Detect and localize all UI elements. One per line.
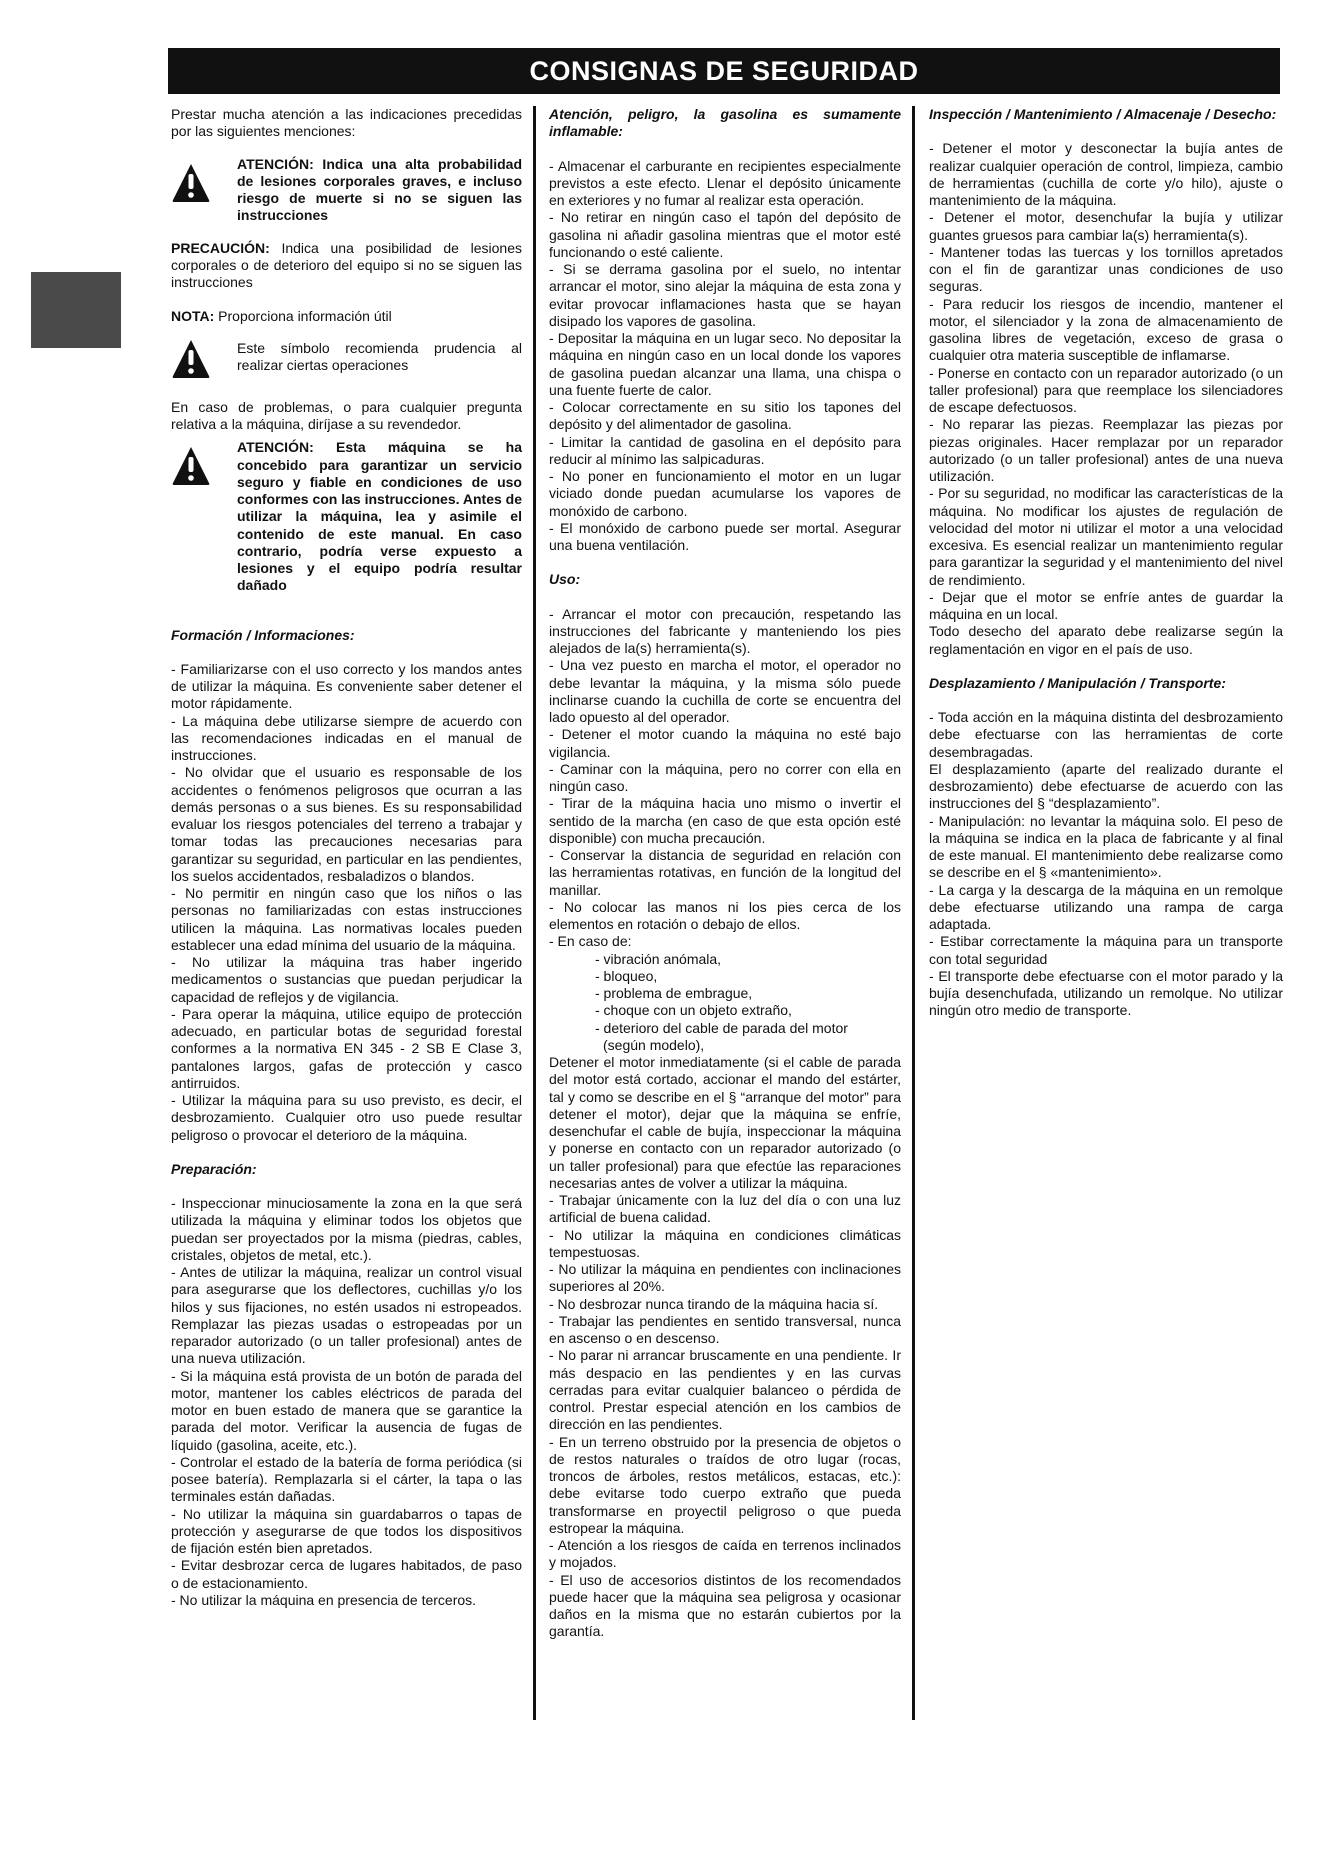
warning-text: ATENCIÓN: Indica una alta probabilidad de lesiones corporales graves, e incluso riesgo de muerte si no se siguen las instrucciones [237,155,522,224]
precaution-label: PRECAUCIÓN: [171,239,270,256]
paragraph: - Atención a los riesgos de caída en terrenos inclinados y mojados. [549,1537,901,1571]
list-item: (según modelo), [603,1036,705,1053]
paragraph: - Limitar la cantidad de gasolina en el depósito para reducir al mínimo las salpicaduras. [549,433,901,467]
list-item: - choque con un objeto extraño, [595,1002,792,1019]
paragraph: - No desbrozar nunca tirando de la máquina hacia sí. [549,1295,879,1312]
paragraph: - No olvidar que el usuario es responsable de los accidentes o fenómenos peligrosos que ocurran a las demás personas o a sus bienes. Es su responsabilidad evaluar los riesgos potenciales del terreno a trabajar y tomar todas las precauciones necesarias para garantizar su seguridad, en particular en las pendientes, los suelos accidentados, resbaladizos o blandos. [171,764,522,884]
section-heading: Desplazamiento / Manipulación / Transporte: [929,674,1226,691]
paragraph: - No utilizar la máquina tras haber ingerido medicamentos o sustancias que puedan perjudicar la capacidad de reflejos y de vigilancia. [171,954,522,1005]
paragraph: - La carga y la descarga de la máquina en un remolque debe efectuarse utilizando una rampa de carga adaptada. [929,881,1283,932]
paragraph: - Detener el motor, desenchufar la bujía y utilizar guantes gruesos para cambiar la(s) herramienta(s). [929,209,1283,243]
warning-triangle-icon [171,332,237,384]
paragraph: - Estibar correctamente la máquina para un transporte con total seguridad [929,933,1283,967]
note-text: NOTA: Proporciona información útil [171,308,392,325]
paragraph: - Trabajar las pendientes en sentido transversal, nunca en ascenso o en descenso. [549,1312,901,1346]
paragraph: - Si se derrama gasolina por el suelo, no intentar arrancar el motor, sino alejar la máquina de esta zona y evitar provocar inflamaciones hasta que se hayan disipado los vapores de gasolina. [549,261,901,329]
paragraph: - Trabajar únicamente con la luz del día o con una luz artificial de buena calidad. [549,1192,901,1226]
paragraph: - El monóxido de carbono puede ser mortal. Asegurar una buena ventilación. [549,519,901,553]
paragraph: - Conservar la distancia de seguridad en relación con las herramientas rotativas, en función de la longitud del manillar. [549,847,901,898]
paragraph: - Colocar correctamente en su sitio los tapones del depósito y del alimentador de gasolina. [549,399,901,433]
paragraph: - No retirar en ningún caso el tapón del depósito de gasolina ni añadir gasolina mientras que el motor esté funcionando o esté caliente. [549,209,901,260]
note-label: NOTA: [171,308,215,325]
paragraph: - Inspeccionar minuciosamente la zona en la que será utilizada la máquina y eliminar todos los objetos que puedan ser proyectados por la misma (piedras, cables, cristales, objetos de metal, etc.). [171,1195,522,1263]
paragraph: - No permitir en ningún caso que los niños o las personas no familiarizadas con estas instrucciones utilicen la máquina. Las normativas locales pueden establecer una edad mínima del usuario de la máquina. [171,885,522,953]
paragraph: - El uso de accesorios distintos de los recomendados puede hacer que la máquina sea peligrosa y ocasionar daños en la misma que no estarán cubiertos por la garantía. [549,1571,901,1640]
paragraph: - Para operar la máquina, utilice equipo de protección adecuado, en particular botas de seguridad forestal conformes a la normativa EN 345 - 2 SB E Clase 3, pantalones largos, gafas de protección y casco antirruidos. [171,1005,522,1091]
list-item: - bloqueo, [595,967,658,984]
paragraph: - No utilizar la máquina sin guardabarros o tapas de protección y asegurarse de que todos los dispositivos de fijación estén bien apretados. [171,1505,522,1556]
paragraph: - Detener el motor y desconectar la bujía antes de realizar cualquier operación de control, limpieza, cambio de herramientas (cuchilla de corte y/o hilo), ajuste o mantenimiento de la máquina. [929,140,1283,208]
paragraph: - Tirar de la máquina hacia uno mismo o invertir el sentido de la marcha (en caso de que esta opción esté disponible) con mucha precaución. [549,795,901,846]
paragraph: - El transporte debe efectuarse con el motor parado y la bujía desenchufada, utilizando un remolque. No utilizar ningún otro medio de transporte. [929,967,1283,1019]
paragraph: - La máquina debe utilizarse siempre de acuerdo con las recomendaciones indicadas en el manual de instrucciones. [171,712,522,763]
paragraph: - Depositar la máquina en un lugar seco. No depositar la máquina en ningún caso en un local donde los vapores de gasolina puedan alcanzar una llama, una chispa o una fuente fuerte de calor. [549,330,901,398]
paragraph: El desplazamiento (aparte del realizado durante el desbrozamiento) debe efectuarse de acuerdo con las instrucciones del § “desplazamiento”. [929,760,1283,812]
paragraph: - Dejar que el motor se enfríe antes de guardar la máquina en un local. [929,588,1283,622]
paragraph: - No parar ni arrancar bruscamente en una pendiente. Ir más despacio en las pendientes y en las curvas cerradas para evitar cualquier balanceo o pérdida de control. Prestar especial atención en los cambios de dirección en las pendientes. [549,1347,901,1433]
section-heading: Preparación: [171,1160,257,1177]
paragraph: - No colocar las manos ni los pies cerca de los elementos en rotación o debajo de ellos. [549,898,901,932]
warning-text: ATENCIÓN: Esta máquina se ha concebido para garantizar un servicio seguro y fiable en condiciones de uso conformes con las instrucciones. Antes de utilizar la máquina, lea y asimile el contenido de este manual. En caso contrario, podría verse expuesto a lesiones y el equipo podría resultar dañado [237,439,523,594]
paragraph: - No poner en funcionamiento el motor en un lugar viciado donde puedan acumularse los vapores de monóxido de carbono. [549,468,901,519]
paragraph: - No utilizar la máquina en pendientes con inclinaciones superiores al 20%. [549,1261,901,1295]
warning-triangle-icon [171,156,237,208]
paragraph: - Evitar desbrozar cerca de lugares habitados, de paso o de estacionamiento. [171,1557,522,1591]
paragraph: Todo desecho del aparato debe realizarse según la reglamentación en vigor en el país de uso. [929,623,1283,657]
section-heading: Inspección / Mantenimiento / Almacenaje / Desecho: [929,106,1277,122]
paragraph: - No utilizar la máquina en presencia de terceros. [171,1591,477,1608]
paragraph: - Mantener todas las tuercas y los tornillos apretados con el fin de garantizar unas condiciones de uso seguras. [929,243,1283,295]
symbol-block [171,332,522,384]
list-item: - vibración anómala, [595,950,722,967]
list-item: - problema de embrague, [595,985,753,1001]
paragraph: - Utilizar la máquina para su uso previsto, es decir, el desbrozamiento. Cualquier otro uso puede resultar peligroso o provocar el deterioro de la máquina. [171,1092,522,1143]
paragraph: - En un terreno obstruido por la presencia de objetos o de restos naturales o traídos de otro lugar (rocas, troncos de árboles, restos metálicos, estacas, etc.): debe evitarse todo cuerpo extraño que pueda transformarse en proyectil peligroso o que pueda estropear la máquina. [549,1433,901,1536]
precaution-text: PRECAUCIÓN: Indica una posibilidad de lesiones corporales o de deterioro del equipo si no se siguen las instrucciones [171,239,522,290]
list-item: - deterioro del cable de parada del motor [595,1019,848,1036]
paragraph: - No reparar las piezas. Reemplazar las piezas por piezas originales. Hacer remplazar por un reparador autorizado (o un taller profesional) antes de una nueva utilización. [929,416,1283,484]
column-3 [929,106,1283,1020]
column-divider [533,106,536,1720]
paragraph: - Manipulación: no levantar la máquina solo. El peso de la máquina se indica en la placa de fabricante y al final de este manual. El mantenimiento debe realizarse como se describe en el § «mantenimiento». [929,812,1283,881]
paragraph: - Ponerse en contacto con un reparador autorizado (o un taller profesional) para que reemplace los silenciadores de escape defectuosos. [929,364,1283,415]
section-heading: Formación / Informaciones: [171,626,355,643]
warning-block [171,439,522,594]
paragraph: - Almacenar el carburante en recipientes especialmente previstos a este efecto. Llenar el depósito únicamente en exteriores y no fumar al realizar esta operación. [549,157,901,208]
problems-text: En caso de problemas, o para cualquier pregunta relativa a la máquina, diríjase a su revendedor. [171,398,522,432]
column-1 [171,106,522,1609]
intro-text: Prestar mucha atención a las indicaciones precedidas por las siguientes menciones: [171,106,522,140]
paragraph: - No utilizar la máquina en condiciones climáticas tempestuosas. [549,1226,901,1260]
paragraph: - Familiarizarse con el uso correcto y los mandos antes de utilizar la máquina. Es conveniente saber detener el motor rápidamente. [171,660,522,712]
warning-triangle-icon [171,439,237,491]
paragraph: - Detener el motor cuando la máquina no esté bajo vigilancia. [549,726,901,760]
language-tab-marker [31,272,121,348]
paragraph: - Caminar con la máquina, pero no correr con ella en ningún caso. [549,760,901,794]
paragraph: - Antes de utilizar la máquina, realizar un control visual para asegurarse que los deflectores, cuchillas y/o los hilos y sus fijaciones, no estén usados ni estropeados. Remplazar las piezas usadas o estropeadas por un reparador autorizado (o un taller profesional) antes de una nueva utilización. [171,1264,522,1367]
warning-block [171,156,522,225]
symbol-text: Este símbolo recomienda prudencia al realizar ciertas operaciones [237,339,522,373]
paragraph: - Por su seguridad, no modificar las características de la máquina. No modificar los ajustes de regulación de velocidad del motor ni utilizar el motor a una velocidad excesiva. Es esencial realizar un mantenimiento regular para garantizar la seguridad y el mantenimiento del nivel de rendimiento. [929,485,1283,588]
paragraph: - Una vez puesto en marcha el motor, el operador no debe levantar la máquina, y la misma sólo puede inclinarse cuando la cuchilla de corte se encuentra del lado opuesto al del operador. [549,657,901,725]
paragraph: Detener el motor inmediatamente (si el cable de parada del motor está cortado, accionar el mando del estárter, tal y como se describe en el § “arranque del motor” para detener el motor), dejar que la máquina se enfríe, desenchufar el cable de bujía, inspeccionar la máquina y ponerse en contacto con un reparador autorizado (o un taller profesional) para que efectúe las reparaciones necesarias antes de volver a utilizar la máquina. [549,1054,901,1191]
paragraph: - Si la máquina está provista de un botón de parada del motor, mantener los cables eléctricos de parada del motor en buen estado de manera que se garantice la parada del motor. Verificar la ausencia de fugas de líquido (gasolina, aceite, etc.). [171,1367,522,1453]
paragraph: - Toda acción en la máquina distinta del desbrozamiento debe efectuarse con las herramientas de corte desembragadas. [929,709,1283,760]
column-2 [549,106,901,1641]
section-heading: Uso: [549,571,581,588]
section-heading: Atención, peligro, la gasolina es sumamente inflamable: [549,106,901,140]
column-divider [912,106,915,1720]
paragraph: - En caso de: [549,933,632,950]
paragraph: - Para reducir los riesgos de incendio, mantener el motor, el silenciador y la zona de almacenamiento de gasolina libres de vegetación, exceso de grasa o cualquier otra materia susceptible de inflamarse. [929,295,1283,364]
paragraph: - Controlar el estado de la batería de forma periódica (si posee batería). Remplazarla si el cárter, la tapa o las terminales están dañadas. [171,1453,522,1505]
paragraph: - Arrancar el motor con precaución, respetando las instrucciones del fabricante y manteniendo los pies alejados de la(s) herramienta(s). [549,605,901,656]
page-title: CONSIGNAS DE SEGURIDAD [168,48,1280,94]
